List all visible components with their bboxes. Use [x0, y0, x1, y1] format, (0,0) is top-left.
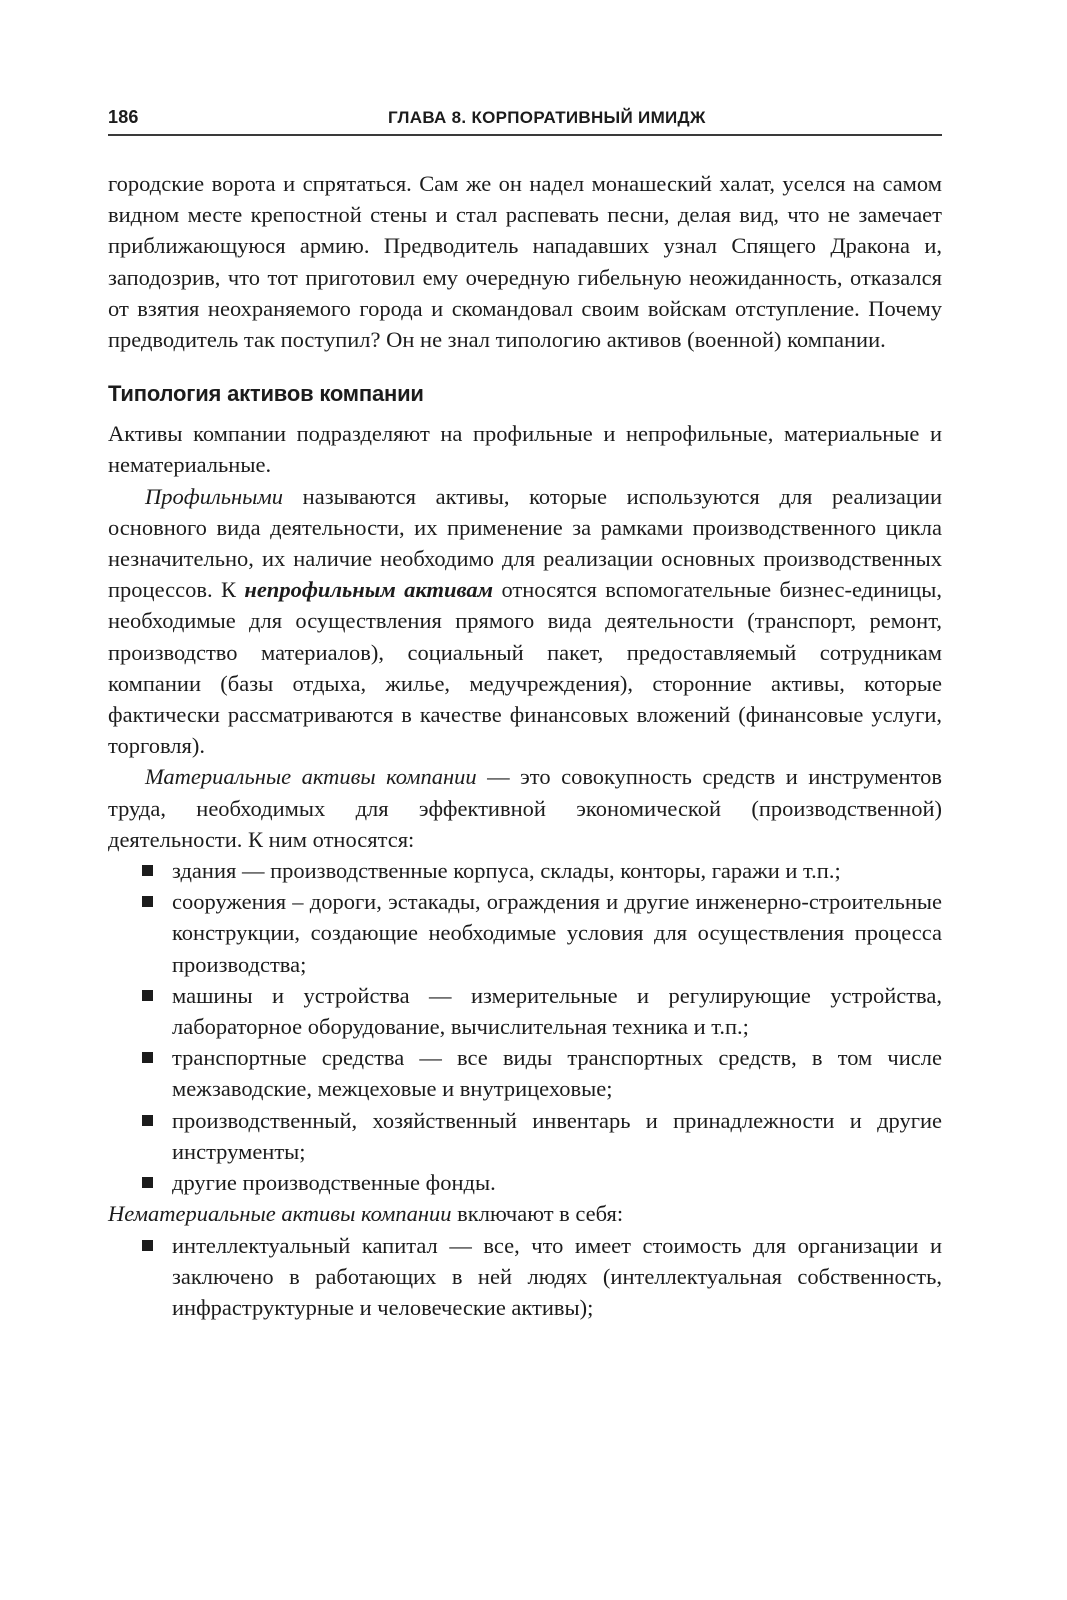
book-page	[108, 100, 942, 1323]
bullet-square-icon	[142, 1240, 153, 1251]
paragraph-core-assets	[108, 481, 942, 762]
list-item: здания — производственные корпуса, склады, конторы, гаражи и т.п.;	[108, 855, 942, 886]
noncore-assets-text: относятся вспомогательные бизнес-единицы, необходимые для осуществления прямого вида деятельности (транспорт, ремонт, производство материалов), социальный пакет, предоставляемый сотрудникам компании (базы отдыха, жилье, медучреждения), сторонние активы, которые фактически рассматриваются в качестве финансовых вложений (финансовые услуги, торговля).	[108, 577, 942, 759]
page-number: 186	[108, 107, 139, 127]
intro-paragraph: городские ворота и спрятаться. Сам же он надел монашеский халат, уселся на самом видном месте крепостной стены и стал распевать песни, делая вид, что не замечает приближающуюся армию. Предводитель нападавших узнал Спящего Дракона и, заподозрив, что тот приготовил ему очередную гибельную неожиданность, отказался от взятия неохраняемого города и скомандовал своим войскам отступление. Почему предводитель так поступил? Он не знал типологию активов (военной) компании.	[108, 171, 942, 353]
bullet-square-icon	[142, 896, 153, 907]
intangible-assets-text: включают в себя:	[451, 1201, 624, 1227]
bullet-square-icon	[142, 1177, 153, 1188]
list-item: производственный, хозяйственный инвентарь и принадлежности и другие инструменты;	[108, 1105, 942, 1167]
section-heading: Типология активов компании	[108, 381, 424, 407]
chapter-title: ГЛАВА 8. КОРПОРАТИВНЫЙ ИМИДЖ	[388, 108, 706, 127]
term-noncore-assets: непрофильным активам	[244, 577, 494, 603]
bullet-square-icon	[142, 990, 153, 1001]
tangible-assets-list	[108, 855, 942, 1198]
term-core-assets: Профильными	[145, 483, 284, 509]
paragraph-tangible-assets	[108, 761, 942, 855]
list-item: транспортные средства — все виды транспортных средств, в том числе межзаводские, межцеховые и внутрицеховые;	[108, 1042, 942, 1104]
list-item: машины и устройства — измерительные и регулирующие устройства, лабораторное оборудование, вычислительная техника и т.п.;	[108, 980, 942, 1042]
paragraph-asset-types: Активы компании подразделяют на профильные и непрофильные, материальные и нематериальные.	[108, 421, 942, 478]
paragraph-intangible-assets	[108, 1198, 942, 1229]
list-item: другие производственные фонды.	[108, 1167, 942, 1198]
intangible-assets-list	[108, 1230, 942, 1324]
term-intangible-assets: Нематериальные активы компании	[108, 1201, 452, 1227]
running-head	[108, 100, 942, 136]
term-tangible-assets: Материальные активы компании	[145, 764, 477, 790]
tangible-assets-text: — это совокупность средств и инструментов труда, необходимых для эффективной экономической (производственной) деятельности. К ним относятся:	[108, 764, 942, 852]
core-assets-text: называются активы, которые используются для реализации основного вида деятельности, их применение за рамками производственного цикла незначительно, их наличие необходимо для реализации основных производственных процессов. К	[108, 483, 942, 603]
list-item: сооружения – дороги, эстакады, ограждения и другие инженерно-строительные конструкции, создающие необходимые условия для осуществления процесса производства;	[108, 886, 942, 980]
bullet-square-icon	[142, 1115, 153, 1126]
list-item: интеллектуальный капитал — все, что имеет стоимость для организации и заключено в работающих в ней людях (интеллектуальная собственность, инфраструктурные и человеческие активы);	[108, 1230, 942, 1324]
bullet-square-icon	[142, 1052, 153, 1063]
bullet-square-icon	[142, 865, 153, 876]
